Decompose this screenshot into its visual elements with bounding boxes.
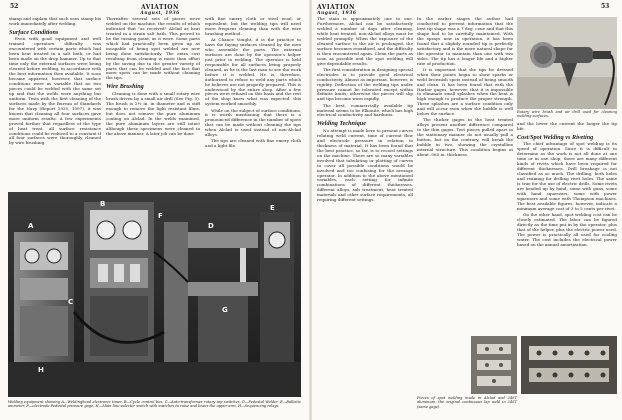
svg-text:D: D (208, 222, 214, 230)
paragraph: While on the subject of surface conditions, it is worth mentioning that there is a pronounced difference in the number of spots that can be made without cleaning the tips when Alclad is used instead of non-Alclad alloys. (205, 107, 301, 138)
left-running-title (120, 4, 200, 16)
svg-text:B: B (100, 200, 106, 208)
paragraph: The best, commercially available tip material seems to be Elkonite, which has high electrical conductivity and hardness. (317, 102, 413, 118)
paragraph: Even with good equipment and well trained operators difficulty was encountered with certain parts which had been heat treated in a salt bath, or had been made on the drop hammer. Up to that time only the external surfaces were being cleaned before welding, in accordance with the best information then available. It soon became apparent, however, that surface conditions were as variable that no two pieces could be welded with the same set up and that the welds were anything but uniform. Tests with the first cleaning of the surfaces made by the Bureau of Standards for the Navy (Report 1935, 1097), it was known that cleaning all four surfaces gave more uniform results. A few experiments proved further that regardless of the type of heat treat, all surface resistance conditions could be reduced to a constant if all four surfaces were thoroughly cleaned by wire brushing. (9, 36, 101, 146)
svg-text:E: E (270, 204, 275, 212)
svg-text:C: C (68, 298, 74, 306)
paragraph: The chief advantage of spot welding is its speed of operation. Since it is difficult to determine as the work is not all done at one time or in one shop, there are many different kinds of rivets which have been required for different thicknesses. Drill breakage is not classified as so much. The drilling, both holes and reaming for drilling rivet holes. The same is true for the use of electric drills. Some rivets are headed up by hand, some with guns, some with hand squeezers, some with power squeezers and some with Thompson machines. The best available figures, however, indicate a minimum average cost of 3 to 5 cents per rivet. (517, 141, 617, 211)
svg-text:G: G (222, 306, 228, 314)
paragraph: It is important that the tips be dressed when their points begin to show sparks or weld brownish spots instead of being smooth and clean. It has been found that with the Harbor gages, however, that it is impossible to eliminate small splashes when the heat is high enough to produce the proper strength. These splashes are a surface condition only and will occur even when the bubble is well below the surface. (417, 66, 513, 117)
paragraph: The tips are cleaned with fine emery cloth and a light file. (205, 138, 301, 149)
wire-brush-illustration (517, 17, 617, 109)
spot-weld-illustration (521, 336, 617, 394)
specimen-caption: Pieces of spot welding made in Alclad and 24ST aluminum, the original continuous lap weld in 24ST (same gage). (417, 396, 517, 409)
paragraph: The first consideration in designing special electrodes is to provide good electrical conductivity. Almost as important, however, is rigidity. Deflection of the welding tips under pressure cannot be tolerated except within definite limits; otherwise the pieces will slip and tips become worn rapidly. (317, 66, 413, 102)
paragraph: On the other hand, spot welding cost can be closely estimated. The labor can be figured directly as the time put in by the operator, plus that of the helper, plus the electric power used. The power is practically all used for cooling water. The cost includes the electrical power based on the annual amortization. (517, 211, 617, 247)
paragraph: and the lower the current the longer the tip life. (517, 122, 617, 131)
wire-brush-caption: Rotary wire brush and air drill used for cleaning welding surfaces. (517, 110, 617, 119)
heading-cost-comparison: Cost/Spot Welding vs Riveting (517, 133, 594, 141)
heading-surface-conditions: Surface Conditions (9, 28, 59, 36)
right-magazine-name: AVIATION (317, 4, 355, 11)
heading-welding-technique: Welding Technique (317, 120, 366, 128)
right-page-number: 53 (601, 3, 610, 10)
svg-text:F: F (158, 212, 163, 220)
specimen-photo (471, 336, 517, 394)
left-column-3 (205, 17, 301, 187)
paragraph: The stain is approximately one to one. Furthermore, Alclad can be satisfactorily welded a number of days after cleaning, while heat treated, non-Alclad alloys must be welded promptly. When the exposure of the cleaned surface to the air is prolonged, the surface becomes reoxidized, and the difficulty is then encountered again. Clean the parts as soon as possible and the spot welding will give dependable results. (317, 17, 413, 66)
left-column-2 (106, 17, 200, 187)
paragraph: No attempt is made here to present curves relating weld current, time of current flow and electrode pressure in relation to thickness of material. It has been found that the best practice, so far, is to record settings on the machine. There are so many variables involved that tabulating or plotting of curves to cover all possible conditions would be involved and too confusing for the average operator. In addition to the above mentioned variables, each setting for infinite combinations of different thicknesses, different alloys, salt treatment, heat treated materials and other surface requirements, all requiring different settings. (317, 127, 413, 203)
welding-equipment-caption: Welding equipment showing A—Weldinghood electronic timer, B—Cycle control box, C—Auto-transformer rotary tap switches, D—Pedestal Welder, E—Ballistic ammeter, F—electrode Pedestal pressure gage, H—Main line selector switch with switches to raise and lower the upper arm, H—Sequencing relays. (8, 400, 301, 409)
specimen-illustration (471, 336, 517, 394)
right-running-title (317, 4, 397, 16)
paragraph: In the earlier stages the author had conducted to prevent information that the best tip shape was a 7 deg. cone and that this shape had to be carefully maintained. With the sprays now in operation, it has been found that a slightly rounded tip is perfectly satisfactory and is the more natural shape for the operator to maintain than one with two sides. The tip has a longer life and a higher rate of production. (417, 17, 513, 66)
paragraph: Thereafter several sets of pieces were welded on the machine, the results of which indicated that "as received" Alclad as heat treated in a strain salt bath. This proved to be the turning point, as it were. Some parts which had practically been given up as incapable of being spot welded are now being done satisfactorily. The extra cost resulting from cleaning is more than offset by the saving due to the greater variety of parts that can be welded and the fact that more spots can be made without cleaning the tips. (106, 17, 200, 81)
heading-wire-brushing: Wire Brushing (106, 83, 144, 91)
paragraph: At Chance Vought, it is the practice to have the faying surfaces cleaned by the men who assemble the parts. The external surfaces are done by the operator's helper just prior to welding. The operator is held responsible for all surfaces being properly cleaned, as he is the last man to see the work before it is welded. He is, therefore, authorized to refuse to weld any parts which he believes are not properly prepared. This is understood by the entire shop. After a few pieces were refused on this basis and the rest of the shop knew what was expected, this system worked smoothly. (205, 37, 301, 107)
left-issue-date: August, 1936 (140, 11, 180, 16)
svg-text:A: A (28, 222, 34, 230)
wire-brush-photo (517, 17, 617, 109)
svg-text:H: H (38, 366, 44, 374)
right-column-1 (317, 17, 413, 415)
welding-equipment-illustration (8, 192, 301, 397)
paragraph: The thicker gages in the heat treated alloys present another difference compared to the thin gages. Test pieces pulled apart in the stationary manner do not usually pull a button, but on the contrary, will break the bubble in two, showing the crystalline internal structure. This condition begins at about .065 in. thickness. (417, 117, 513, 158)
left-column-1 (9, 17, 101, 187)
welding-equipment-photo (8, 192, 301, 397)
right-page (311, 0, 622, 420)
paragraph: with fine emery cloth or steel wool, or equivalent, but the welding tips will need more frequent cleaning than with the wire brushing method. (205, 17, 301, 36)
spot-weld-photo (521, 336, 617, 394)
right-column-3 (517, 122, 617, 334)
right-issue-date: August, 1936 (317, 11, 357, 16)
paragraph: Cleaning is done with a small rotary wire brush driven by a small air drill (See Fig. 5). The brush is 2½ in. in diameter and is stiff enough to remove the light resistant films, but does not remove the pure aluminum coating on Alclad. In the welds examined, the pure aluminum layers are still intact although these specimens were cleaned in the above manner. A later job can be done (106, 90, 200, 136)
paragraph: stamp and explain that such uses stamp his work immediately after welding. (9, 17, 101, 26)
left-magazine-name: AVIATION (141, 4, 179, 11)
left-page-number: 52 (10, 3, 19, 10)
